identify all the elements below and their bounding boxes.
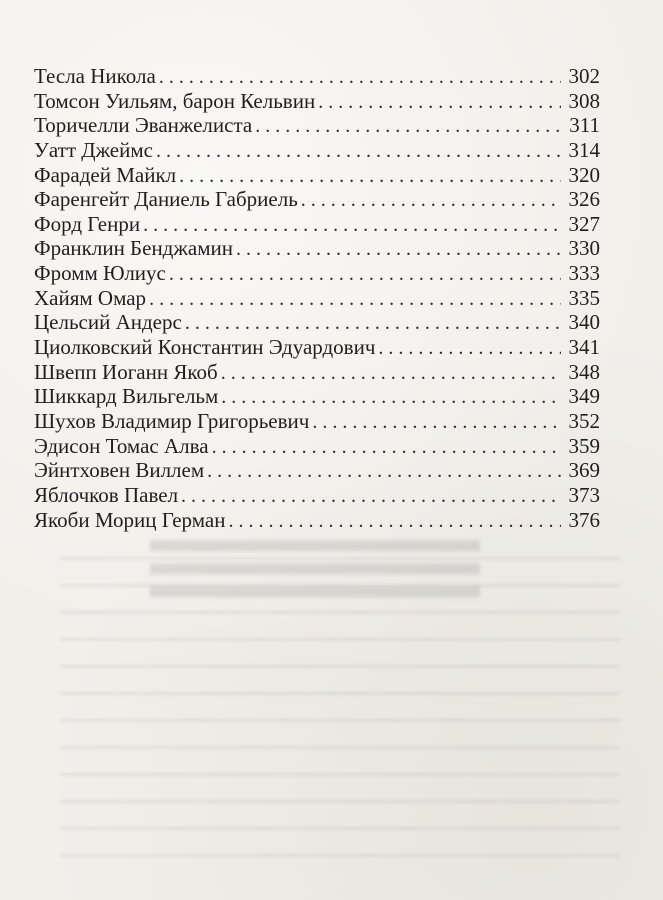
toc-entry-page: 311 [569,113,600,138]
show-through-text [60,540,620,880]
toc-entry-name: Уатт Джеймс [34,137,153,162]
toc-entry-name: Эдисон Томас Алва [34,433,209,458]
toc-entry-name: Форд Генри [34,211,141,236]
toc-entry [34,236,600,261]
toc-entry-page: 352 [568,408,600,433]
toc-entry [34,89,600,114]
toc-leader-dots [143,213,561,238]
toc-leader-dots [221,361,561,386]
toc-leader-dots [169,262,561,287]
toc-entry-name: Франклин Бенджамин [34,236,233,261]
toc-leader-dots [149,287,561,312]
toc-leader-dots [159,65,561,90]
toc-entry-page: 326 [568,187,600,212]
toc-entry-page: 330 [568,236,600,261]
toc-leader-dots [312,410,561,435]
toc-leader-dots [156,139,561,164]
toc-entry-name: Швепп Иоганн Якоб [34,359,218,384]
toc-entry [34,187,600,212]
toc-entry [34,483,600,508]
toc-entry-page: 359 [568,433,600,458]
toc-entry-name: Яблочков Павел [34,482,179,507]
toc-entry-name: Фарадей Майкл [34,162,177,187]
toc-entry [34,409,600,434]
toc-entry-name: Циолковский Константин Эдуардович [34,335,376,360]
toc-entry [34,360,600,385]
toc-entry-page: 348 [568,359,600,384]
toc-entry [34,310,600,335]
toc-entry [34,434,600,459]
toc-leader-dots [179,164,561,189]
toc-entry [34,384,600,409]
toc-entry-name: Эйнтховен Виллем [34,458,205,483]
toc-entry-name: Томсон Уильям, барон Кельвин [34,88,316,113]
toc-entry-page: 308 [568,88,600,113]
toc-entry [34,508,600,533]
toc-entry [34,138,600,163]
toc-entry [34,64,600,89]
toc-leader-dots [301,188,561,213]
toc-entry-page: 341 [568,335,600,360]
table-of-contents [34,64,600,532]
toc-leader-dots [181,484,561,509]
toc-entry-page: 302 [568,64,600,88]
toc-entry-page: 369 [568,458,600,483]
toc-entry-page: 320 [568,162,600,187]
toc-entry-name: Торичелли Эванжелиста [34,113,253,138]
toc-entry-name: Якоби Мориц Герман [34,507,226,532]
toc-entry-name: Цельсий Андерс [34,310,182,335]
toc-entry-page: 327 [568,211,600,236]
toc-entry-page: 333 [568,261,600,286]
toc-entry [34,286,600,311]
toc-entry [34,458,600,483]
toc-leader-dots [378,336,561,361]
toc-entry [34,335,600,360]
toc-entry-name: Шухов Владимир Григорьевич [34,408,310,433]
toc-leader-dots [318,90,561,115]
toc-leader-dots [221,385,561,410]
toc-leader-dots [236,237,561,262]
toc-entry-name: Тесла Никола [34,64,156,88]
toc-entry-page: 314 [568,137,600,162]
toc-entry [34,113,600,138]
toc-entry-name: Фромм Юлиус [34,261,166,286]
toc-entry-page: 335 [568,285,600,310]
toc-entry-page: 349 [568,384,600,409]
toc-entry-page: 376 [568,507,600,532]
toc-entry [34,163,600,188]
toc-entry-name: Фаренгейт Даниель Габриель [34,187,298,212]
toc-entry [34,261,600,286]
toc-leader-dots [207,459,561,484]
toc-leader-dots [255,114,561,139]
toc-entry-name: Хайям Омар [34,285,147,310]
toc-entry-page: 373 [568,482,600,507]
toc-entry-page: 340 [568,310,600,335]
toc-leader-dots [185,311,561,336]
toc-entry-name: Шиккард Вильгельм [34,384,219,409]
toc-leader-dots [228,509,561,534]
toc-leader-dots [212,435,561,460]
toc-entry [34,212,600,237]
